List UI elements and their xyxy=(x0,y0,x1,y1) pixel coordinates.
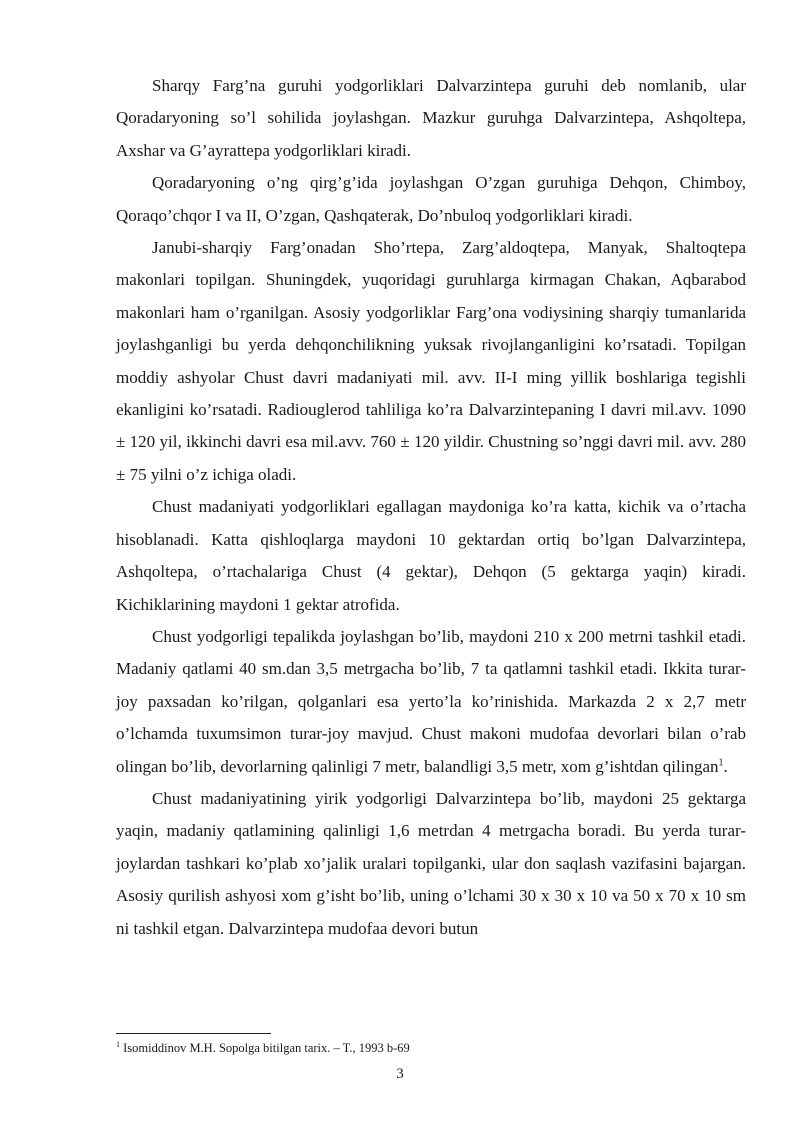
footnote-separator xyxy=(116,1033,271,1034)
footnote-reference: 1 xyxy=(718,756,724,768)
body-text xyxy=(116,70,746,945)
paragraph-chust-site xyxy=(116,621,746,783)
paragraph-dalvarzintepa-group: Sharqy Farg’na guruhi yodgorliklari Dalvarzintepa guruhi deb nomlanib, ular Qoradaryoning so’l sohilida joylashgan. Mazkur guruhga Dalvarzintepa, Ashqoltepa, Axshar va G’ayrattepa yodgorliklari kiradi. xyxy=(116,76,746,160)
footnote-text: Isomiddinov M.H. Sopolga bitilgan tarix. – T., 1993 b-69 xyxy=(120,1041,410,1055)
paragraph-chust-site-period: . xyxy=(723,756,728,776)
paragraph-site-sizes: Chust madaniyati yodgorliklari egallagan maydoniga ko’ra katta, kichik va o’rtacha hisoblanadi. Katta qishloqlarga maydoni 10 gektardan ortiq bo’lgan Dalvarzintepa, Ashqoltepa, o’rtachalariga Chust (4 gektar), Dehqon (5 gektarga yaqin) kiradi. Kichiklarining maydoni 1 gektar atrofida. xyxy=(116,497,746,614)
paragraph-chust-site-text: Chust yodgorligi tepalikda joylashgan bo’lib, maydoni 210 x 200 metrni tashkil etadi. Madaniy qatlami 40 sm.dan 3,5 metrgacha bo’lib, 7 ta qatlamni tashkil etadi. Ikkita turar-joy paxsadan ko’rilgan, qolganlari esa yerto’la ko’rinishida. Markazda 2 x 2,7 metr o’lchamda tuxumsimon turar-joy mavjud. Chust makoni mudofaa devorlari bilan o’rab olingan bo’lib, devorlarning qalinligi 7 metr, balandligi 3,5 metr, xom g’ishtdan qilingan xyxy=(116,626,746,776)
footnote-number: 1 xyxy=(116,1039,120,1049)
paragraph-southeast-fergana: Janubi-sharqiy Farg’onadan Sho’rtepa, Zarg’aldoqtepa, Manyak, Shaltoqtepa makonlari topilgan. Shuningdek, yuqoridagi guruhlarga kirmagan Chakan, Aqbarabod makonlari ham o’rganilgan. Asosiy yodgorliklar Farg’ona vodiysining sharqiy tumanlarida joylashganligi bu yerda dehqonchilikning yuksak rivojlanganligini ko’rsatadi. Topilgan moddiy ashyolar Chust davri madaniyati mil. avv. II-I ming yillik boshlariga tegishli ekanligini ko’rsatadi. Radiouglerod tahliliga ko’ra Dalvarzintepaning I davri mil.avv. 1090 ± 120 yil, ikkinchi davri esa mil.avv. 760 ± 120 yildir. Chustning so’nggi davri mil. avv. 280 ± 75 yilni o’z ichiga oladi. xyxy=(116,238,746,484)
paragraph-ozgan-group: Qoradaryoning o’ng qirg’g’ida joylashgan O’zgan guruhiga Dehqon, Chimboy, Qoraqo’chqor I va II, O’zgan, Qashqaterak, Do’nbuloq yodgorliklari kiradi. xyxy=(116,173,746,225)
paragraph-dalvarzintepa-site: Chust madaniyatining yirik yodgorligi Dalvarzintepa bo’lib, maydoni 25 gektarga yaqin, madaniy qatlamining qalinligi 1,6 metrdan 4 metrgacha boradi. Bu yerda turar-joylardan tashkari ko’plab xo’jalik uralari topilganki, ular don saqlash vazifasini bajargan. Asosiy qurilish ashyosi xom g’isht bo’lib, uning o’lchami 30 x 30 x 10 va 50 x 70 x 10 sm ni tashkil etgan. Dalvarzintepa mudofaa devori butun xyxy=(116,788,746,938)
page-number: 3 xyxy=(396,1066,404,1082)
footnote xyxy=(116,1041,746,1056)
